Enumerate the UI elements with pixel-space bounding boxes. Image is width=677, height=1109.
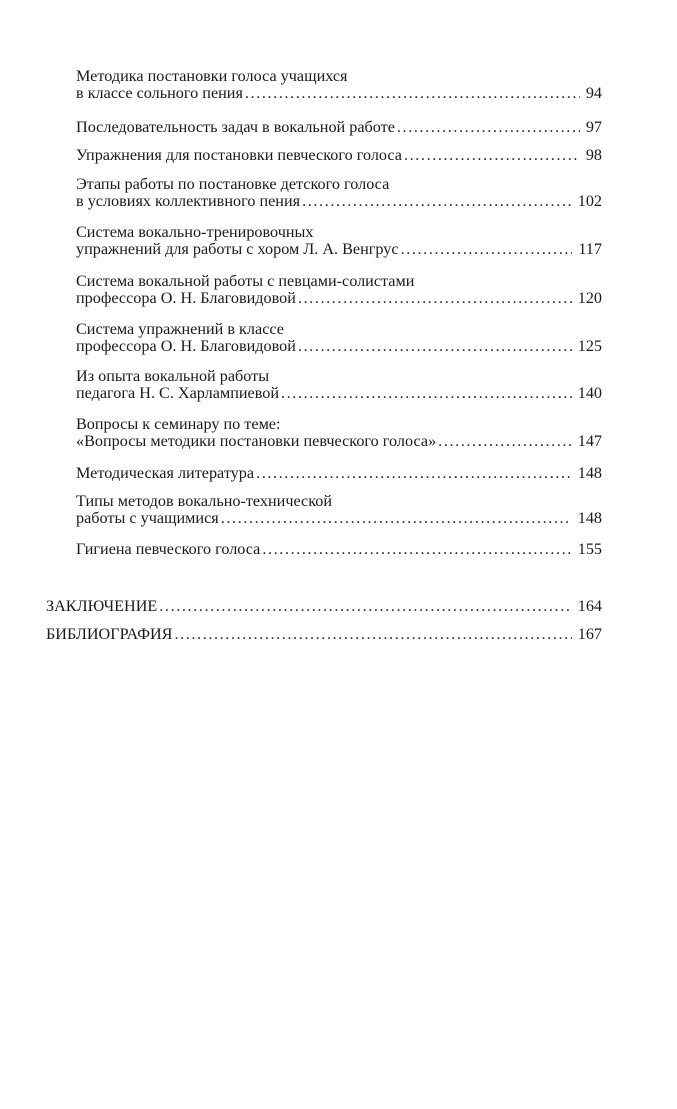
toc-page-number: 148 — [577, 464, 602, 482]
toc-entry-title-line1: Система упражнений в классе — [76, 320, 284, 338]
toc-entry-title-line2: работы с учащимися — [76, 509, 219, 527]
dot-leader — [262, 541, 571, 558]
toc-entry-title-line2: в классе сольного пения — [76, 84, 243, 102]
dot-leader — [245, 85, 580, 102]
toc-entry — [76, 68, 602, 102]
toc-entry — [76, 493, 602, 527]
dot-leader — [401, 241, 573, 258]
toc-entry-title: Последовательность задач в вокальной работе — [76, 118, 395, 136]
toc-page-number: 98 — [585, 146, 602, 164]
toc-page-number: 164 — [577, 597, 602, 615]
toc-entry — [76, 224, 602, 258]
toc-entry-title-line1: Система вокальной работы с певцами-солистами — [76, 272, 415, 290]
toc-page-number: 120 — [577, 289, 602, 307]
toc-entry — [76, 541, 602, 558]
toc-top-level-title: ЗАКЛЮЧЕНИЕ — [46, 597, 158, 615]
toc-entry-title: Методическая литература — [76, 464, 255, 482]
dot-leader — [256, 465, 572, 482]
toc-top-level-entry — [46, 598, 602, 615]
dot-leader — [281, 385, 572, 402]
dot-leader — [174, 626, 571, 643]
toc-entry — [76, 416, 602, 450]
toc-page-number: 97 — [585, 118, 602, 136]
dot-leader — [404, 147, 580, 164]
dot-leader — [302, 193, 572, 210]
toc-page-number: 167 — [577, 625, 602, 643]
toc-entry — [76, 176, 602, 210]
toc-top-level-entry — [46, 626, 602, 643]
toc-page-number: 140 — [577, 384, 602, 402]
toc-entry-title: Упражнения для постановки певческого голоса — [76, 146, 402, 164]
toc-entry-title-line1: Система вокально-тренировочных — [76, 223, 314, 241]
toc-entry — [76, 147, 602, 164]
toc-entry-title-line1: Типы методов вокально-технической — [76, 492, 333, 510]
toc-entry-title-line1: Вопросы к семинару по теме: — [76, 415, 281, 433]
dot-leader — [298, 338, 572, 355]
toc-entry-title-line2: профессора О. Н. Благовидовой — [76, 337, 296, 355]
toc-page-number: 94 — [585, 84, 602, 102]
toc-entry — [76, 321, 602, 355]
dot-leader — [438, 433, 572, 450]
toc-entry-title-line2: педагога Н. С. Харлампиевой — [76, 384, 279, 402]
toc-entry-title-line1: Методика постановки голоса учащихся — [76, 67, 348, 85]
toc-entry-title-line2: профессора О. Н. Благовидовой — [76, 289, 296, 307]
toc-page-number: 125 — [577, 337, 602, 355]
dot-leader — [221, 510, 572, 527]
toc-page-number: 147 — [577, 432, 602, 450]
toc-entry — [76, 368, 602, 402]
toc-entry-title-line2: в условиях коллективного пения — [76, 192, 301, 210]
toc-page-number: 155 — [577, 540, 602, 558]
dot-leader — [397, 119, 580, 136]
toc-entry-title-line1: Из опыта вокальной работы — [76, 367, 270, 385]
toc-entry-title-line1: Этапы работы по постановке детского голоса — [76, 175, 390, 193]
toc-entry-title: Гигиена певческого голоса — [76, 540, 261, 558]
toc-page-number: 148 — [577, 509, 602, 527]
toc-entry — [76, 273, 602, 307]
toc-entry — [76, 465, 602, 482]
toc-page-number: 117 — [578, 240, 602, 258]
toc-entry-title-line2: упражнений для работы с хором Л. А. Венгрус — [76, 240, 399, 258]
toc-entry-title-line2: «Вопросы методики постановки певческого голоса» — [76, 432, 437, 450]
toc-top-level-title: БИБЛИОГРАФИЯ — [46, 625, 173, 643]
dot-leader — [159, 598, 571, 615]
dot-leader — [298, 290, 572, 307]
toc-entry — [76, 119, 602, 136]
toc-page-number: 102 — [577, 192, 602, 210]
